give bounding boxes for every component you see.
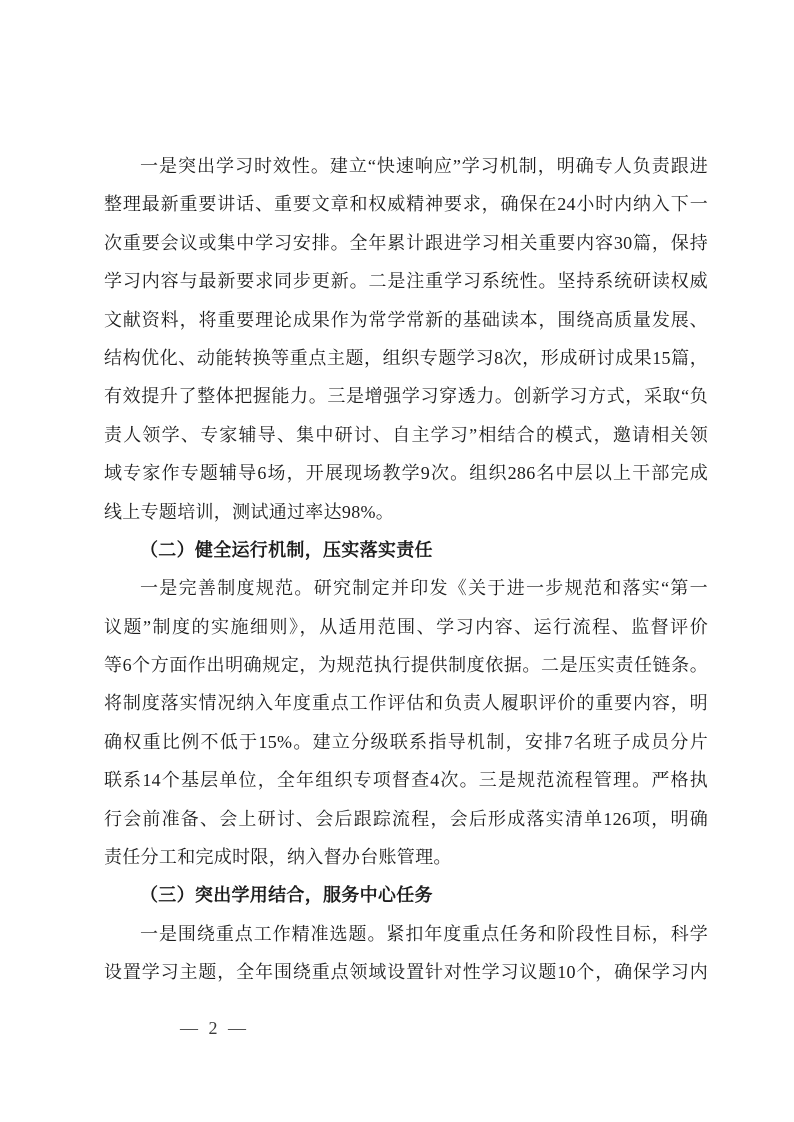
text-line: 确权重比例不低于15%。建立分级联系指导机制，安排7名班子成员分片: [104, 731, 708, 752]
text-line: 议题”制度的实施细则》，从适用范围、学习内容、运行流程、监督评价: [104, 616, 708, 637]
document-body: [104, 147, 708, 992]
text-line: 域专家作专题辅导6场，开展现场教学9次。组织286名中层以上干部完成: [104, 463, 708, 484]
section-heading: （二）健全运行机制，压实落实责任: [140, 539, 433, 560]
text-line: 行会前准备、会上研讨、会后跟踪流程，会后形成落实清单126项，明确: [104, 808, 708, 829]
text-line: 一是突出学习时效性。建立“快速响应”学习机制，明确专人负责跟进: [140, 156, 708, 176]
text-line: 有效提升了整体把握能力。三是增强学习穿透力。创新学习方式，采取“负: [104, 386, 708, 407]
text-line: 文献资料，将重要理论成果作为常学常新的基础读本，围绕高质量发展、: [104, 309, 708, 330]
text-line: 一是完善制度规范。研究制定并印发《关于进一步规范和落实“第一: [140, 578, 708, 599]
text-line: 将制度落实情况纳入年度重点工作评估和负责人履职评价的重要内容，明: [104, 693, 708, 714]
text-line: 联系14个基层单位，全年组织专项督查4次。三是规范流程管理。严格执: [104, 770, 708, 791]
text-line: 责人领学、专家辅导、集中研讨、自主学习”相结合的模式，邀请相关领: [104, 424, 708, 445]
text-line: 学习内容与最新要求同步更新。二是注重学习系统性。坚持系统研读权威: [104, 271, 708, 292]
text-line: 线上专题培训，测试通过率达98%。: [104, 501, 395, 522]
text-line: 设置学习主题，全年围绕重点领域设置针对性学习议题10个，确保学习内: [104, 962, 708, 983]
text-line: 等6个方面作出明确规定，为规范执行提供制度依据。二是压实责任链条。: [104, 655, 708, 676]
text-line: 次重要会议或集中学习安排。全年累计跟进学习相关重要内容30篇，保持: [104, 232, 708, 253]
section-heading: （三）突出学用结合，服务中心任务: [140, 885, 433, 906]
text-line: 责任分工和完成时限，纳入督办台账管理。: [104, 847, 452, 868]
page-number: — 2 —: [180, 1018, 246, 1038]
text-line: 一是围绕重点工作精准选题。紧扣年度重点任务和阶段性目标，科学: [140, 923, 708, 944]
text-line: 结构优化、动能转换等重点主题，组织专题学习8次，形成研讨成果15篇，: [104, 347, 708, 368]
text-line: 整理最新重要讲话、重要文章和权威精神要求，确保在24小时内纳入下一: [104, 194, 708, 215]
